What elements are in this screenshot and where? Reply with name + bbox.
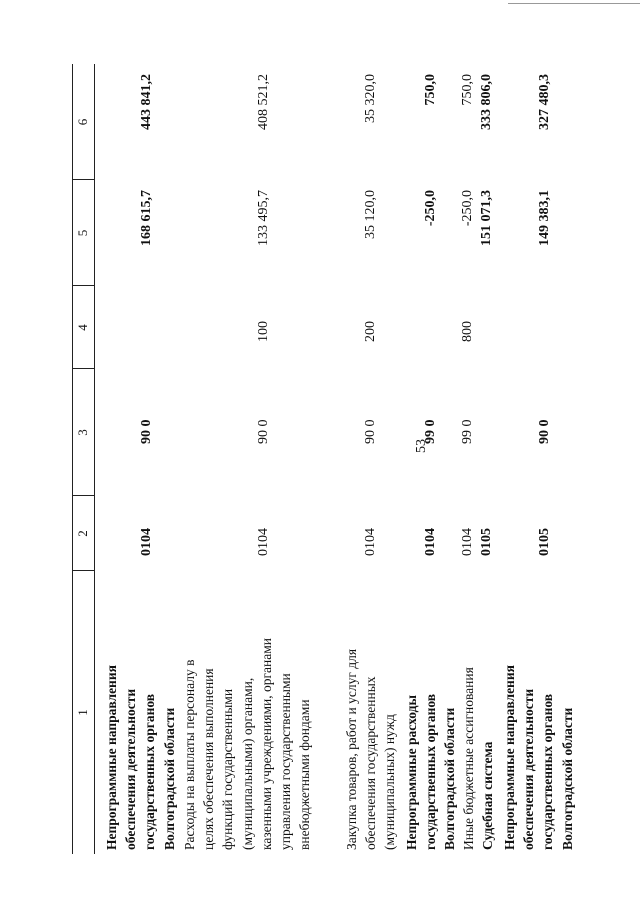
top-edge-line	[508, 3, 640, 4]
row-section-code: 0104	[423, 528, 438, 556]
header-col-4: 4	[75, 324, 90, 331]
row-section-code: 0104	[363, 528, 378, 556]
row-value-5: 35 120,0	[363, 190, 378, 239]
row-value-6: 408 521,2	[256, 74, 271, 130]
row-program-code: 99 0	[460, 419, 475, 444]
row-value-6: 333 806,0	[479, 74, 494, 130]
row-value-5: 149 383,1	[537, 190, 552, 246]
row-expense-type: 800	[460, 321, 475, 342]
row-name: Непрограммные расходы государственных органов Волгоградской области	[404, 693, 458, 850]
row-section-code: 0104	[460, 528, 475, 556]
row-program-code: 90 0	[139, 419, 154, 444]
header-col-6: 6	[75, 118, 90, 126]
row-program-code: 99 0	[423, 419, 438, 444]
last-row-strip	[500, 58, 620, 854]
row-value-5: -250,0	[460, 190, 475, 227]
header-col-2: 2	[75, 530, 90, 537]
row-section-code: 0104	[256, 528, 271, 556]
row-value-5: -250,0	[423, 190, 438, 227]
row-name: Непрограммные направления обеспечения деятельности государственных органов Волгоградской области	[502, 665, 575, 850]
row-section-code: 0104	[139, 528, 154, 556]
row-value-6: 443 841,2	[139, 74, 154, 130]
header-col-5: 5	[75, 229, 90, 237]
row-value-5: 133 495,7	[256, 190, 271, 246]
row-value-6: 750,0	[460, 74, 475, 106]
header-col-3: 3	[75, 429, 90, 436]
header-top-rule	[72, 64, 73, 854]
row-name: Иные бюджетные ассигнования	[461, 667, 476, 850]
row-name: Судебная система	[480, 741, 495, 850]
row-program-code: 90 0	[537, 419, 552, 444]
row-name: Расходы на выплаты персоналу в целях обеспечения выполнения функций государственными (муниципальными) органами, казенными учреждениями, органами управления государственными внебюджетными фондами	[182, 638, 313, 850]
row-name: Закупка товаров, работ и услуг для обеспечения государственных (муниципальных) нужд	[344, 648, 398, 850]
row-program-code: 90 0	[256, 419, 271, 444]
page-number: 53	[414, 439, 429, 453]
row-section-code: 0105	[479, 528, 494, 556]
row-expense-type: 200	[363, 321, 378, 342]
rotated-table-sheet	[72, 58, 512, 854]
row-value-6: 35 320,0	[363, 74, 378, 123]
row-name: Непрограммные направления обеспечения деятельности государственных органов Волгоградской области	[104, 665, 177, 850]
row-value-5: 168 615,7	[139, 190, 154, 246]
row-program-code: 90 0	[363, 419, 378, 444]
row-expense-type: 100	[256, 321, 271, 342]
row-value-6: 327 480,3	[537, 74, 552, 130]
header-col-1: 1	[75, 709, 90, 716]
row-value-5: 151 071,3	[479, 190, 494, 246]
budget-table	[72, 58, 512, 854]
row-section-code: 0105	[537, 528, 552, 556]
row-value-6: 750,0	[423, 74, 438, 106]
